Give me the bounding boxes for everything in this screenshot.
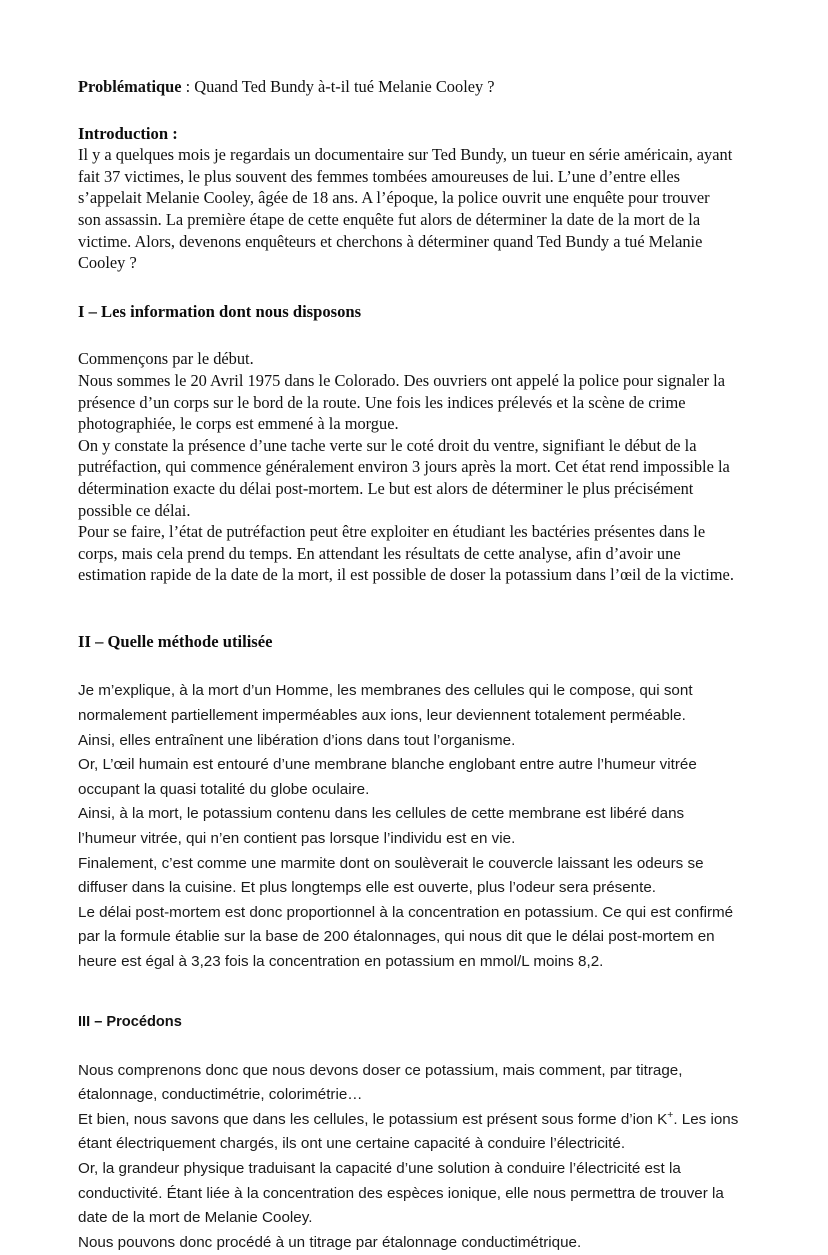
introduction-line-4: son assassin. La première étape de cette enquête fut alors de déterminer la date de la mort de la: [78, 209, 701, 229]
section-one-line-5: On y constate la présence d’une tache verte sur le coté droit du ventre, signifiant le début de la: [78, 435, 697, 455]
spacer-before-section-one: [78, 274, 750, 301]
section-two-line-9: diffuser dans la cuisine. Et plus longtemps elle est ouverte, plus l’odeur sera présente.: [78, 879, 657, 897]
spacer-after-section-one-heading: [78, 322, 750, 348]
section-one-line-9: Pour se faire, l’état de putréfaction peut être exploiter en étudiant les bactéries présentes dans le: [78, 522, 706, 542]
section-two-line-6: Ainsi, à la mort, le potassium contenu dans les cellules de cette membrane est libéré dans: [78, 805, 685, 823]
section-two-line-11: par la formule établie sur la base de 200 étalonnages, qui nous dit que le délai post-mortem en: [78, 928, 715, 946]
section-one-line-1: Commençons par le début.: [78, 349, 254, 369]
introduction-heading: Introduction :: [78, 123, 178, 143]
section-two-line-1: Je m’explique, à la mort d’un Homme, les membranes des cellules qui le compose, qui sont: [78, 682, 693, 700]
section-two-line-4: Or, L’œil humain est entouré d’une membrane blanche englobant entre autre l’humeur vitrée: [78, 756, 697, 774]
ion-line-before: Et bien, nous savons que dans les cellules, le potassium est présent sous forme d’ion K: [78, 1110, 668, 1128]
section-one-line-6: putréfaction, qui commence généralement environ 3 jours après la mort. Cet état rend impossible la: [78, 457, 730, 477]
section-three-heading: III – Procédons: [78, 1013, 182, 1030]
section-one-line-10: corps, mais cela prend du temps. En attendant les résultats de cette analyse, afin d’avoir une: [78, 543, 681, 563]
spacer-after-section-three-heading: [78, 1033, 750, 1059]
section-three-ion-line: [78, 1108, 750, 1133]
section-one-line-2: Nous sommes le 20 Avril 1975 dans le Colorado. Des ouvriers ont appelé la police pour signaler la: [78, 370, 725, 390]
section-two-line-5: occupant la quasi totalité du globe oculaire.: [78, 780, 370, 798]
section-one-line-7: détermination exacte du délai post-mortem. Le but est alors de déterminer le plus précisément: [78, 478, 694, 498]
section-three-line-5: Or, la grandeur physique traduisant la capacité d’une solution à conduire l’électricité est la: [78, 1159, 681, 1177]
section-two-line-7: l’humeur vitrée, qui n’en contient pas lorsque l’individu est en vie.: [78, 830, 516, 848]
section-one-line-8: possible ce délai.: [78, 500, 191, 520]
section-three-line-4: étant électriquement chargés, ils ont une certaine capacité à conduire l’électricité.: [78, 1135, 626, 1153]
section-one-body: [78, 348, 750, 586]
section-three-line-1: Nous comprenons donc que nous devons doser ce potassium, mais comment, par titrage,: [78, 1061, 683, 1079]
section-three-line-8: Nous pouvons donc procédé à un titrage par étalonnage conductimétrique.: [78, 1233, 582, 1251]
problematique-separator: :: [181, 77, 195, 96]
introduction-line-6: Cooley ?: [78, 253, 137, 273]
section-three-line-2: étalonnage, conductimétrie, colorimétrie…: [78, 1086, 363, 1104]
section-one-line-3: présence d’un corps sur le bord de la route. Une fois les indices prélevés et la scène de crime: [78, 392, 686, 412]
spacer-after-section-two-heading: [78, 652, 750, 679]
spacer-after-problematique: [78, 98, 750, 123]
section-two-line-2: normalement partiellement imperméables aux ions, leur deviennent totalement perméable.: [78, 707, 686, 725]
introduction-line-5: victime. Alors, devenons enquêteurs et cherchons à déterminer quand Ted Bundy a tué Melanie: [78, 231, 703, 251]
potassium-ion-charge-superscript: +: [667, 1109, 674, 1121]
introduction-line-1: Il y a quelques mois je regardais un documentaire sur Ted Bundy, un tueur en série américain, ayant: [78, 145, 733, 165]
spacer-before-section-three: [78, 975, 750, 1012]
section-two-line-3: Ainsi, elles entraînent une libération d’ions dans tout l’organisme.: [78, 731, 516, 749]
section-one-line-4: photographiée, le corps est emmené à la morgue.: [78, 414, 399, 434]
problematique-label: Problématique: [78, 77, 182, 96]
section-two-body: [78, 679, 750, 974]
section-two-line-12: heure est égal à 3,23 fois la concentration en potassium en mmol/L moins 8,2.: [78, 953, 604, 970]
ion-line-after: . Les ions: [673, 1110, 739, 1128]
section-two-line-8: Finalement, c’est comme une marmite dont on soulèverait le couvercle laissant les odeurs se: [78, 854, 704, 872]
introduction-line-2: fait 37 victimes, le plus souvent des femmes tombées amoureuses de lui. L’une d’entre elles: [78, 166, 681, 186]
section-one-line-11: estimation rapide de la date de la mort, il est possible de doser la potassium dans l’œil de la victime.: [78, 565, 734, 585]
section-three-line-6: conductivité. Étant liée à la concentration des espèces ionique, elle nous permettra de trouver la: [78, 1184, 724, 1202]
problematique-line: [78, 76, 750, 98]
section-two-line-10: Le délai post-mortem est donc proportionnel à la concentration en potassium. Ce qui est confirmé: [78, 903, 734, 921]
introduction-line-3: s’appelait Melanie Cooley, âgée de 18 ans. A l’époque, la police ouvrit une enquête pour trouver: [78, 188, 710, 208]
document-content: [78, 76, 750, 1255]
section-two-heading: II – Quelle méthode utilisée: [78, 631, 273, 651]
section-three-line-7: date de la mort de Melanie Cooley.: [78, 1209, 313, 1227]
section-three-body: [78, 1059, 750, 1255]
section-one-heading: I – Les information dont nous disposons: [78, 301, 362, 321]
introduction-block: [78, 123, 750, 274]
spacer-before-section-two: [78, 586, 750, 631]
problematique-question: Quand Ted Bundy à-t-il tué Melanie Cooley ?: [194, 77, 495, 96]
problematique-block: [78, 76, 750, 98]
